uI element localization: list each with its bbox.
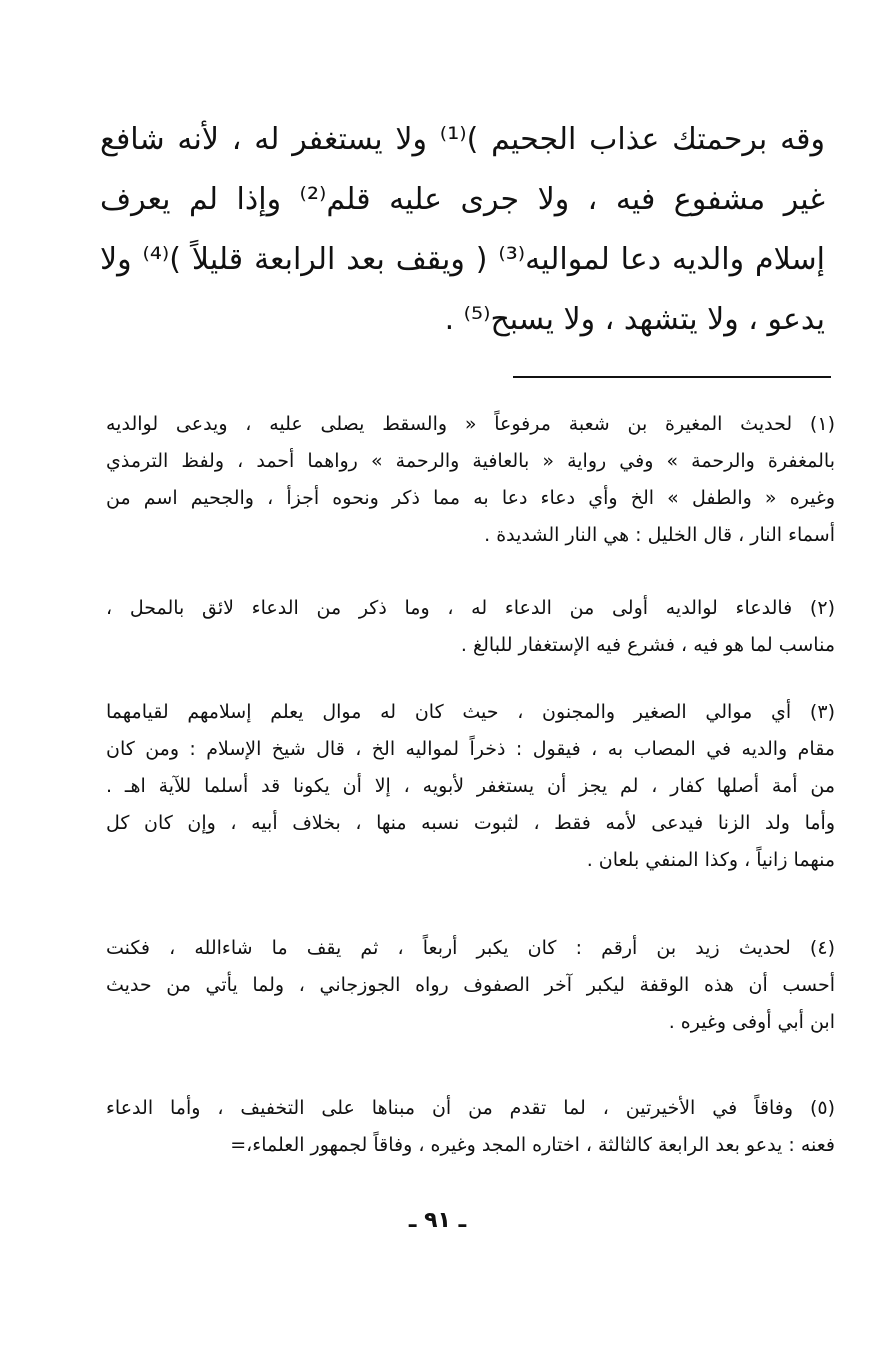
page-number: ـ ٩١ ـ — [408, 1208, 467, 1233]
main-line: غير مشفوع فيه ، ولا جرى عليه قلم⁽²⁾ وإذا لم يعرف — [100, 182, 825, 217]
footnote-line: (١) لحديث المغيرة بن شعبة مرفوعاً « والسقط يصلى عليه ، ويدعى لوالديه — [106, 413, 835, 435]
footnote-line: (٤) لحديث زيد بن أرقم : كان يكبر أربعاً ، ثم يقف ما شاءالله ، فكنت — [106, 937, 835, 959]
footnote-line: مناسب لما هو فيه ، فشرع فيه الإستغفار للبالغ . — [460, 634, 835, 656]
footnote-line: (٢) فالدعاء لوالديه أولى من الدعاء له ، وما ذكر من الدعاء لائق بالمحل ، — [106, 597, 835, 619]
footnote-line: منهما زانياً ، وكذا المنفي بلعان . — [586, 849, 835, 871]
footnote-line: بالمغفرة والرحمة » وفي رواية « بالعافية والرحمة » رواهما أحمد ، ولفظ الترمذي — [106, 450, 835, 472]
main-line: إسلام والديه دعا لمواليه⁽³⁾ ( ويقف بعد الرابعة قليلاً )⁽⁴⁾ ولا — [100, 242, 825, 277]
footnote-line: (٣) أي موالي الصغير والمجنون ، حيث كان له موال يعلم إسلامهم لقيامهما — [106, 701, 835, 723]
footnote-line: مقام والديه في المصاب به ، فيقول : ذخراً لمواليه الخ ، قال شيخ الإسلام : ومن كان — [106, 738, 835, 760]
footnote-1 — [106, 406, 835, 554]
footnote-5 — [106, 1090, 835, 1164]
footnote-divider — [513, 376, 831, 378]
main-text — [100, 110, 825, 350]
footnote-line: (٥) وفاقاً في الأخيرتين ، لما تقدم من أن مبناها على التخفيف ، وأما الدعاء — [106, 1097, 835, 1119]
main-line: يدعو ، ولا يتشهد ، ولا يسبح⁽⁵⁾ . — [444, 302, 825, 337]
footnote-line: أسماء النار ، قال الخليل : هي النار الشديدة . — [484, 524, 835, 546]
footnote-line: وغيره « والطفل » الخ وأي دعاء دعا به مما ذكر ونحوه أجزأ ، والجحيم اسم من — [106, 487, 835, 509]
footnote-line: أحسب أن هذه الوقفة ليكبر آخر الصفوف رواه الجوزجاني ، ولما يأتي من حديث — [106, 974, 835, 996]
footnote-2 — [106, 590, 835, 664]
footnote-line: ابن أبي أوفى وغيره . — [668, 1011, 835, 1033]
footnote-4 — [106, 930, 835, 1041]
footnote-3 — [106, 694, 835, 879]
footnote-line: وأما ولد الزنا فيدعى لأمه فقط ، لثبوت نسبه منها ، بخلاف أبيه ، وإن كان كل — [106, 812, 835, 834]
footnote-line: فعنه : يدعو بعد الرابعة كالثالثة ، اختاره المجد وغيره ، وفاقاً لجمهور العلماء،= — [230, 1134, 835, 1156]
main-line: وقه برحمتك عذاب الجحيم )⁽¹⁾ ولا يستغفر له ، لأنه شافع — [100, 122, 825, 157]
footnote-line: من أمة أصلها كفار ، لم يجز أن يستغفر لأبويه ، إلا أن يكونا قد أسلما للآية اهـ . — [106, 775, 835, 797]
